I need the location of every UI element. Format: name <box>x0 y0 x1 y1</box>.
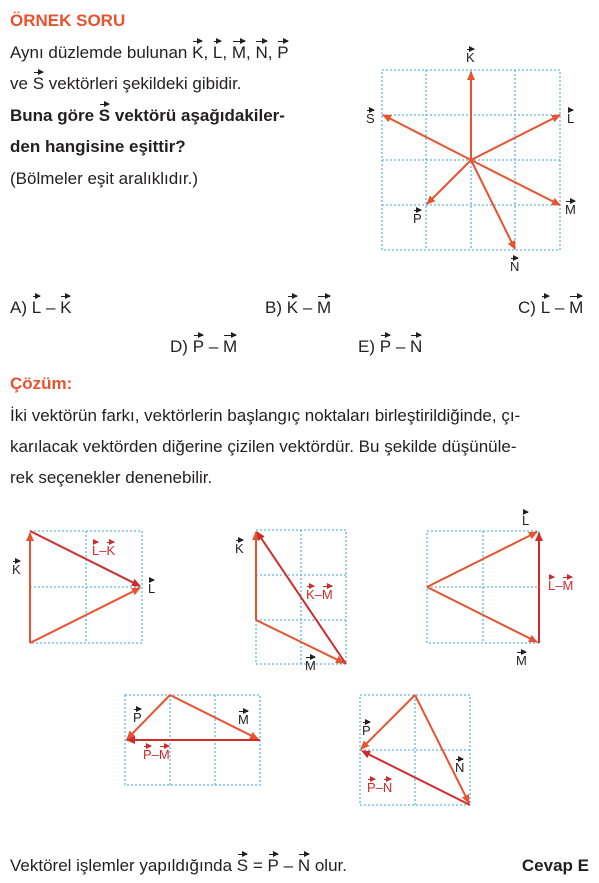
conclusion-suffix: olur. <box>314 856 347 875</box>
diag3-label-m <box>516 653 527 668</box>
option-d-left: P <box>192 337 205 356</box>
option-b-right: M <box>317 298 332 317</box>
diag3-m-text: M <box>516 653 527 668</box>
option-c-right: M <box>569 298 584 317</box>
vector-m-label: M <box>231 43 246 62</box>
option-d-key: D) <box>170 337 188 356</box>
option-c-op: – <box>554 298 565 317</box>
diag2-label-diff <box>306 587 333 602</box>
vector-n-label: N <box>255 43 268 62</box>
diag1-label-l <box>148 581 155 596</box>
question-line-1: Aynı düzlemde bulunan K, L, M, N, P <box>10 43 289 62</box>
option-e-op: – <box>395 337 406 356</box>
diag5-vector-n <box>415 695 469 803</box>
diag4-p-text: P <box>133 710 142 725</box>
bold-s-label: S <box>98 106 111 125</box>
diag1-diff-right: K <box>106 543 116 558</box>
diag3-label-diff <box>548 578 573 593</box>
option-a-op: – <box>45 298 56 317</box>
solution-line-1: İki vektörün farkı, vektörlerin başlangıç noktaları birleştirildiğinde, çı- <box>10 406 521 425</box>
fig-l-text: L <box>567 111 575 126</box>
diag2-m-text: M <box>305 658 316 673</box>
option-d-op: – <box>208 337 219 356</box>
diag5-label-n <box>455 760 464 775</box>
diag1-difference-vector <box>30 531 140 586</box>
fig-k-text: K <box>466 50 475 65</box>
diag5-diff-op: – <box>375 780 383 795</box>
diag1-diff-left: L <box>92 543 100 558</box>
diag3-vector-m <box>427 587 537 642</box>
diag5-label-diff <box>367 780 392 795</box>
diag1-k-text: K <box>12 562 21 577</box>
diag4-label-m <box>238 712 249 727</box>
diag4-diff-right: M <box>158 747 170 762</box>
solution-line-3: rek seçenekler denenebilir. <box>10 468 213 487</box>
option-b-op: – <box>302 298 313 317</box>
diag5-p-text: P <box>362 723 371 738</box>
question-and: ve <box>10 74 28 93</box>
option-a-left: L <box>31 298 42 317</box>
diag4-diff-left: P <box>143 747 152 762</box>
diag2-diff-op: – <box>314 587 322 602</box>
fig-s-text: S <box>366 111 375 126</box>
solution-line-2: karılacak vektörden diğerine çizilen vektördür. Bu şekilde düşünüle- <box>10 437 517 456</box>
diagram-l-minus-m <box>427 531 539 643</box>
example-title: ÖRNEK SORU <box>10 11 126 30</box>
conclusion-eq: = <box>252 856 263 875</box>
diagram-p-minus-m <box>125 695 260 785</box>
answer-label: Cevap E <box>521 856 589 875</box>
fig-m-text: M <box>565 202 576 217</box>
option-d-right: M <box>222 337 238 356</box>
diag4-label-p <box>133 710 142 725</box>
diag3-diff-left: L <box>548 578 556 593</box>
fig-n-text: N <box>510 259 520 274</box>
fig-p-text: P <box>413 211 422 226</box>
question-note: (Bölmeler eşit aralıklıdır.) <box>10 169 198 188</box>
vector-p-label: P <box>277 43 289 62</box>
diag1-diff-op: – <box>99 543 107 558</box>
diag4-label-diff <box>143 747 170 762</box>
option-c-key: C) <box>518 298 536 317</box>
option-b-left: K <box>286 298 299 317</box>
diag5-diff-left: P <box>367 780 376 795</box>
diag1-vector-l <box>30 588 140 643</box>
bold-prefix: Buna göre <box>10 106 95 125</box>
question-line2-suffix: vektörleri şekildeki gibidir. <box>48 74 242 93</box>
conclusion-p: P <box>267 856 279 875</box>
question-bold-line-2: den hangisine eşittir? <box>10 137 186 156</box>
diag2-label-k <box>235 541 244 556</box>
conclusion-line <box>10 855 347 876</box>
question-prefix: Aynı düzlemde bulunan <box>10 43 188 62</box>
diag4-m-text: M <box>238 712 249 727</box>
vector-l-label: L <box>212 43 223 62</box>
option-e-left: P <box>379 337 392 356</box>
bold-suffix: vektörü aşağıdakiler- <box>114 106 285 125</box>
conclusion-op: – <box>283 856 294 875</box>
diag3-diff-right: M <box>562 578 574 593</box>
diag3-label-l <box>522 513 529 528</box>
option-e-right: N <box>410 337 423 356</box>
diag4-diff-op: – <box>151 747 159 762</box>
diag5-diff-right: N <box>382 780 393 795</box>
diag3-vector-l <box>427 532 537 587</box>
diag2-diff-left: K <box>306 587 315 602</box>
solution-title: Çözüm: <box>10 374 73 393</box>
option-b-key: B) <box>265 298 282 317</box>
diag3-l-text: L <box>522 513 530 528</box>
diag5-label-p <box>362 723 371 738</box>
vector-k-label: K <box>192 43 204 62</box>
conclusion-s: S <box>236 856 249 875</box>
option-a-key: A) <box>10 298 27 317</box>
diag5-difference-vector <box>362 751 470 805</box>
conclusion-prefix: Vektörel işlemler yapıldığında <box>10 856 233 875</box>
conclusion-n: N <box>297 856 311 875</box>
diag2-k-text: K <box>235 541 244 556</box>
diag5-n-text: N <box>455 760 465 775</box>
option-e-key: E) <box>358 337 375 356</box>
diagram-l-minus-k <box>30 531 142 643</box>
option-c-left: L <box>540 298 551 317</box>
diag2-label-m <box>305 658 316 673</box>
diag1-label-diff <box>92 543 115 558</box>
option-a-right: K <box>60 298 72 317</box>
diag2-diff-right: M <box>321 587 333 602</box>
diag1-label-k <box>12 562 21 577</box>
diag1-l-text: L <box>148 581 156 596</box>
vector-s-label: S <box>32 74 45 93</box>
diag3-diff-op: – <box>555 578 563 593</box>
